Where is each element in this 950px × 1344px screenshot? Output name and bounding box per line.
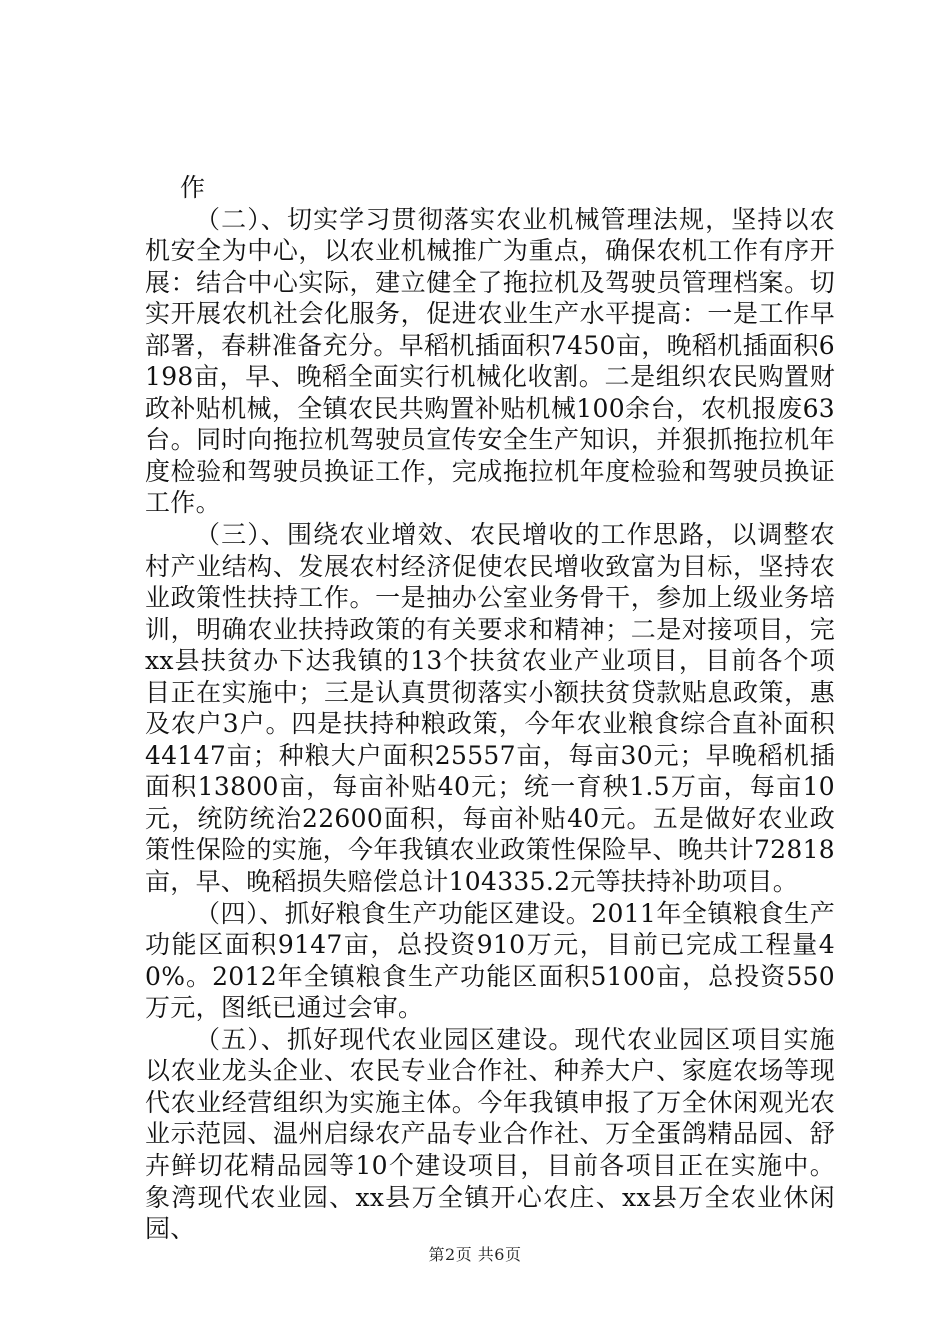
paragraph-section-4: （四）、抓好粮食生产功能区建设。2011年全镇粮食生产功能区面积9147亩，总投资910万元，目前已完成工程量40%。2012年全镇粮食生产功能区面积5100亩，总投资550万元，图纸已通过会审。 bbox=[145, 898, 835, 1023]
page-footer: 第2页 共6页 bbox=[428, 1245, 522, 1264]
paragraph-section-3: （三）、围绕农业增效、农民增收的工作思路，以调整农村产业结构、发展农村经济促使农民增收致富为目标，坚持农业政策性扶持工作。一是抽办公室业务骨干，参加上级业务培训，明确农业扶持政策的有关要求和精神；二是对接项目，完xx县扶贫办下达我镇的13个扶贫农业产业项目，目前各个项目正在实施中；三是认真贯彻落实小额扶贫贷款贴息政策，惠及农户3户。四是扶持种粮政策，今年农业粮食综合直补面积44147亩；种粮大户面积25557亩，每亩30元；早晚稻机插面积13800亩，每亩补贴40元；统一育秧1.5万亩，每亩10元，统防统治22600面积，每亩补贴40元。五是做好农业政策性保险的实施，今年我镇农业政策性保险早、晚共计72818亩，早、晚稻损失赔偿总计104335.2元等扶持补助项目。 bbox=[145, 520, 835, 897]
paragraph-continuation: 作 bbox=[180, 173, 206, 202]
paragraph-section-2: （二）、切实学习贯彻落实农业机械管理法规，坚持以农机安全为中心，以农业机械推广为重点，确保农机工作有序开展：结合中心实际，建立健全了拖拉机及驾驶员管理档案。切实开展农机社会化服务，促进农业生产水平提高：一是工作早部署，春耕准备充分。早稻机插面积7450亩，晚稻机插面积6198亩，早、晚稻全面实行机械化收割。二是组织农民购置财政补贴机械，全镇农民共购置补贴机械100余台，农机报废63台。同时向拖拉机驾驶员宣传安全生产知识，并狠抓拖拉机年度检验和驾驶员换证工作，完成拖拉机年度检验和驾驶员换证工作。 bbox=[145, 204, 835, 518]
paragraph-section-5: （五）、抓好现代农业园区建设。现代农业园区项目实施以农业龙头企业、农民专业合作社、种养大户、家庭农场等现代农业经营组织为实施主体。今年我镇申报了万全休闲观光农业示范园、温州启绿农产品专业合作社、万全蛋鸽精品园、舒卉鲜切花精品园等10个建设项目，目前各项目正在实施中。象湾现代农业园、xx县万全镇开心农庄、xx县万全农业休闲园、 bbox=[145, 1024, 835, 1244]
document-body bbox=[145, 172, 835, 1245]
